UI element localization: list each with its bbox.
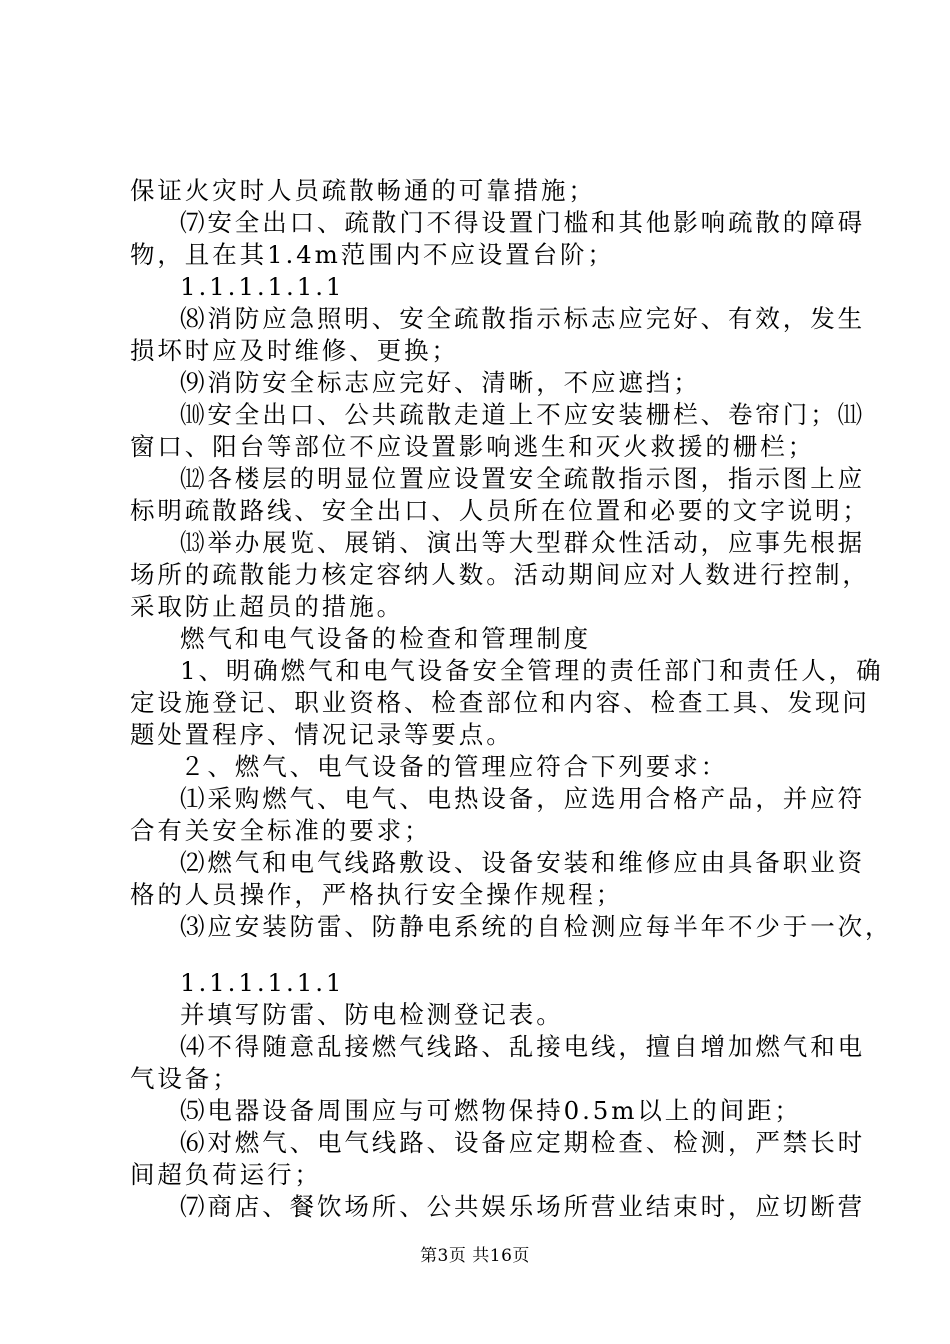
text-line: ⑴采购燃气、电气、电热设备，应选用合格产品，并应符 (180, 784, 865, 813)
text-line: ⑻消防应急照明、安全疏散指示标志应完好、有效，发生 (180, 304, 865, 333)
text-line: ⑽安全出口、公共疏散走道上不应安装栅栏、卷帘门；⑾ (180, 400, 865, 429)
text-line: 格的人员操作，严格执行安全操作规程； (130, 880, 624, 909)
text-line: 并填写防雷、防电检测登记表。 (180, 1000, 564, 1029)
text-line: ⒀举办展览、展销、演出等大型群众性活动，应事先根据 (180, 528, 865, 557)
text-line: ⑺安全出口、疏散门不得设置门槛和其他影响疏散的障碍 (180, 208, 865, 237)
text-line: 采取防止超员的措施。 (130, 592, 404, 621)
text-line: 物，且在其1.4m范围内不应设置台阶； (130, 240, 615, 269)
text-line: 题处置程序、情况记录等要点。 (130, 720, 514, 749)
heading-number: 1.1.1.1.1.1 (180, 968, 345, 997)
text-line: ⑿各楼层的明显位置应设置安全疏散指示图，指示图上应 (180, 464, 865, 493)
text-line: 合有关安全标准的要求； (130, 816, 432, 845)
text-line: 损坏时应及时维修、更换； (130, 336, 459, 365)
text-line: ⑶应安装防雷、防静电系统的自检测应每半年不少于一次， (180, 912, 893, 941)
text-line: 场所的疏散能力核定容纳人数。活动期间应对人数进行控制， (130, 560, 870, 589)
text-line: ⑸电器设备周围应与可燃物保持0.5m以上的间距； (180, 1096, 802, 1125)
text-line: 间超负荷运行； (130, 1160, 322, 1189)
text-line: ２、燃气、电气设备的管理应符合下列要求： (180, 752, 728, 781)
page-footer: 第3页 共16页 (420, 1246, 530, 1266)
text-line: ⑼消防安全标志应完好、清晰，不应遮挡； (180, 368, 701, 397)
text-line: 气设备； (130, 1064, 240, 1093)
heading-number: 1.1.1.1.1.1 (180, 272, 345, 301)
text-line: ⑷不得随意乱接燃气线路、乱接电线，擅自增加燃气和电 (180, 1032, 865, 1061)
text-line: ⑵燃气和电气线路敷设、设备安装和维修应由具备职业资 (180, 848, 865, 877)
text-line: 定设施登记、职业资格、检查部位和内容、检查工具、发现问 (130, 688, 870, 717)
text-line: ⑹对燃气、电气线路、设备应定期检查、检测，严禁长时 (180, 1128, 865, 1157)
text-line: 保证火灾时人员疏散畅通的可靠措施； (130, 176, 596, 205)
text-line: ⑺商店、餐饮场所、公共娱乐场所营业结束时，应切断营 (180, 1192, 865, 1221)
text-line: 标明疏散路线、安全出口、人员所在位置和必要的文字说明； (130, 496, 870, 525)
section-heading: 燃气和电气设备的检查和管理制度 (180, 624, 591, 653)
text-line: 窗口、阳台等部位不应设置影响逃生和灭火救援的栅栏； (130, 432, 815, 461)
text-line: 1、明确燃气和电气设备安全管理的责任部门和责任人，确 (180, 656, 884, 685)
